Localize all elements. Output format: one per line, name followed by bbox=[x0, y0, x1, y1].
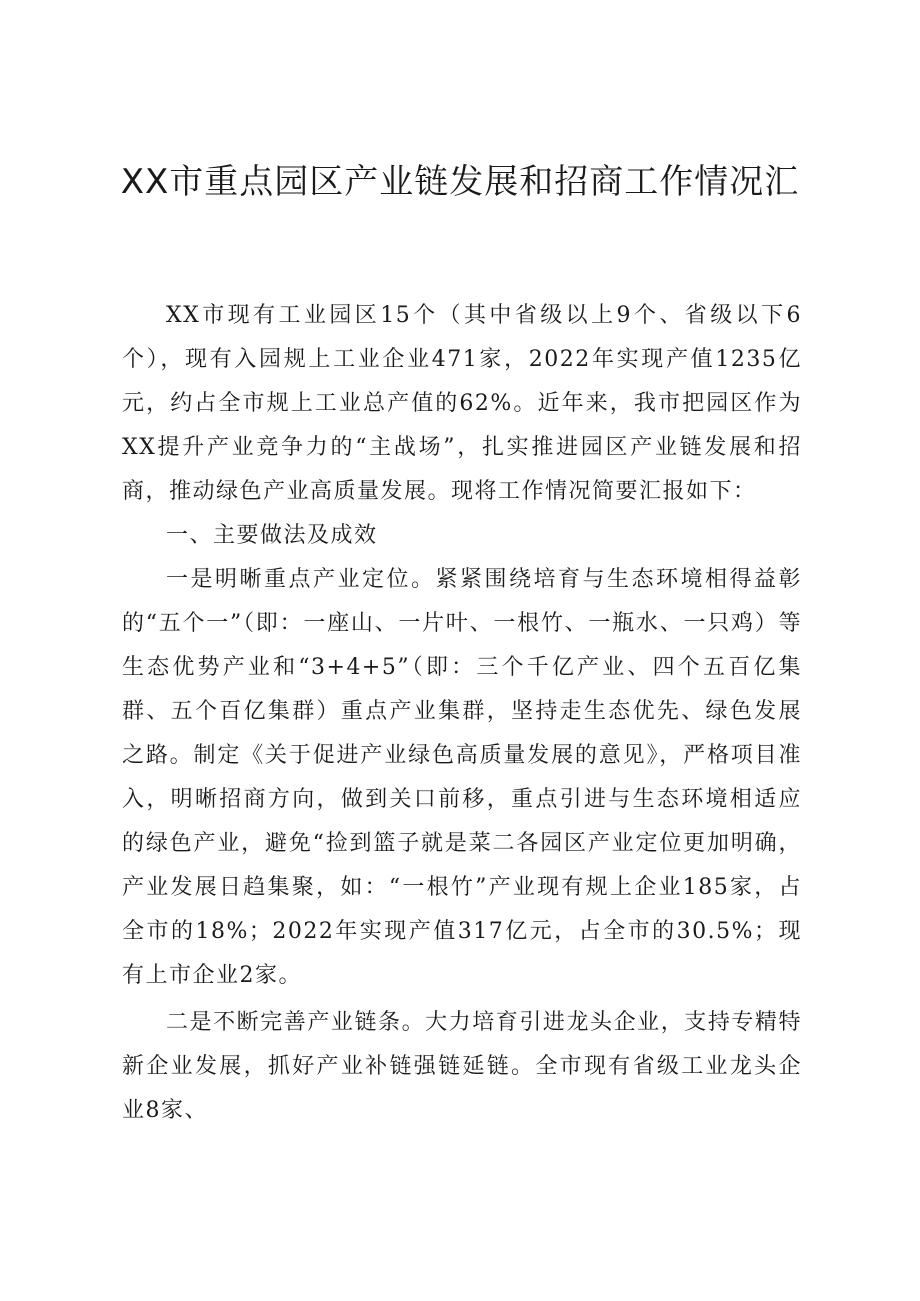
section-heading: 一、主要做法及成效 bbox=[166, 523, 378, 548]
point-one-paragraph: 一是明晰重点产业定位。紧紧围绕培育与生态环境相得益彰的“五个一”（即：一座山、一片叶、一根竹、一瓶水、一只鸡）等生态优势产业和“3+4+5”（即：三个千亿产业、四个五百亿集群、五个百亿集群）重点产业集群，坚持走生态优先、绿色发展之路。制定《关于促进产业绿色高质量发展的意见》，严格项目准入，明晰招商方向，做到关口前移，重点引进与生态环境相适应的绿色产业，避免“捡到篮子就是菜二各园区产业定位更加明确，产业发展日趋集聚，如：“一根竹”产业现有规上企业185家，占全市的18%；2022年实现产值317亿元，占全市的30.5%；现有上市企业2家。 bbox=[122, 567, 802, 988]
document-body-upper bbox=[122, 294, 802, 998]
document-body-lower bbox=[122, 1001, 802, 1133]
point-two-paragraph: 二是不断完善产业链条。大力培育引进龙头企业，支持专精特新企业发展，抓好产业补链强链延链。全市现有省级工业龙头企业8家、 bbox=[122, 1010, 802, 1123]
intro-paragraph: XX市现有工业园区15个（其中省级以上9个、省级以下6个），现有入园规上工业企业471家，2022年实现产值1235亿元，约占全市规上工业总产值的62%。近年来，我市把园区作为XX提升产业竞争力的“主战场”，扎实推进园区产业链发展和招商，推动绿色产业高质量发展。现将工作情况简要汇报如下： bbox=[122, 303, 802, 504]
document-title: XX市重点园区产业链发展和招商工作情况汇 bbox=[120, 162, 800, 202]
